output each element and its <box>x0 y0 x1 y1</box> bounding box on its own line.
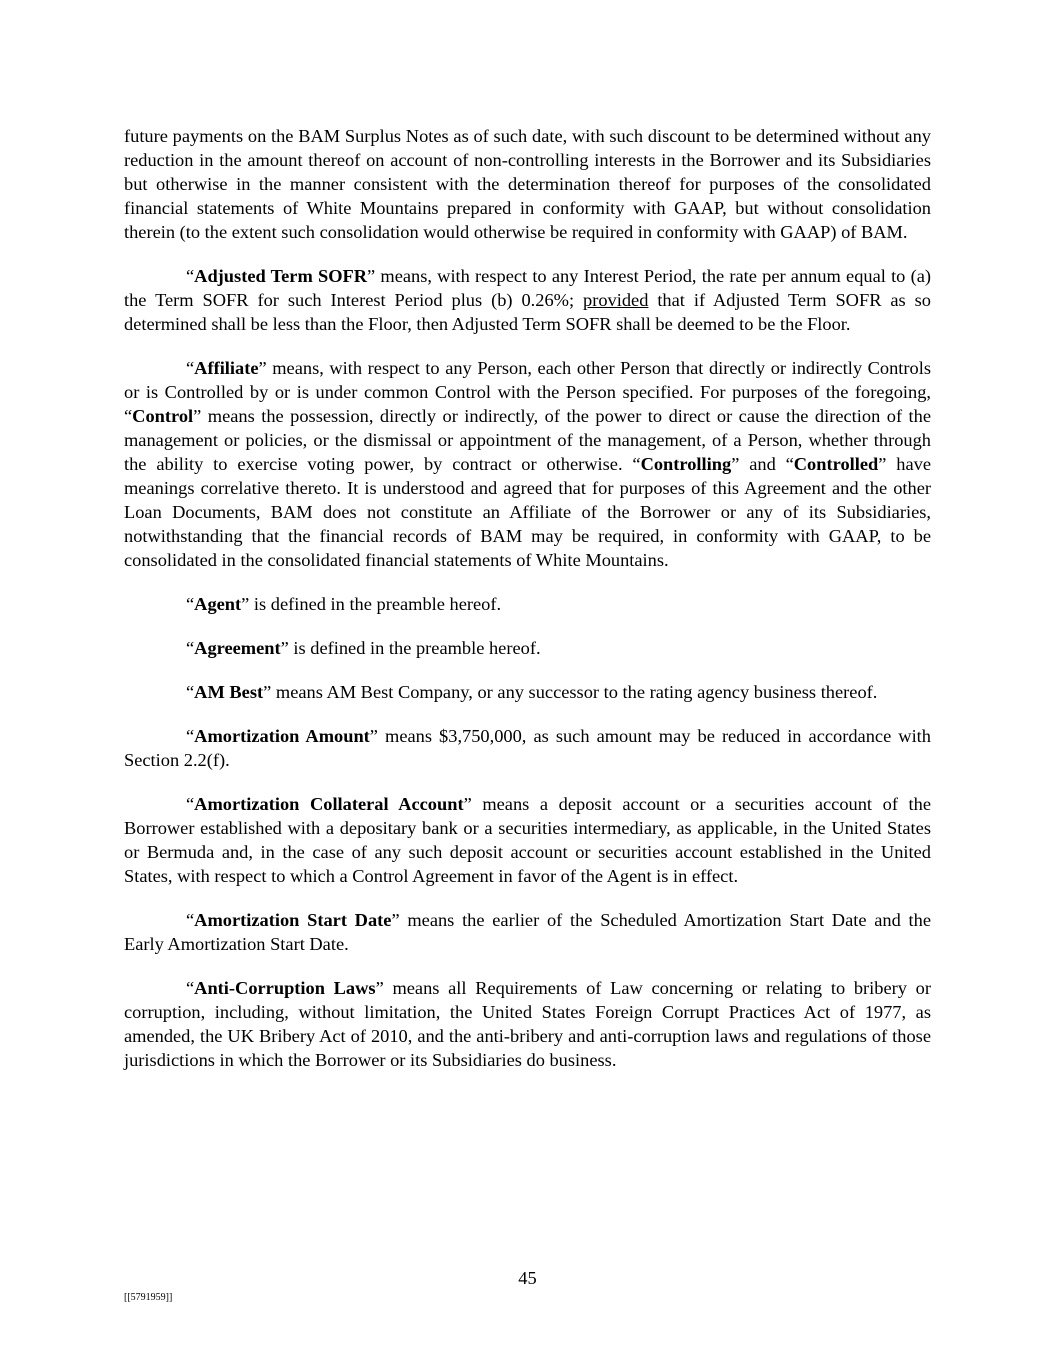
defined-term: Agreement <box>194 638 281 658</box>
paragraph-text: ” and “ <box>731 454 794 474</box>
definition-paragraph <box>124 976 931 1072</box>
underlined-text: provided <box>583 290 649 310</box>
defined-term: AM Best <box>194 682 264 702</box>
paragraph-text: ” have meanings correlative thereto. It is understood and agreed that for purposes of this Agreement and the other Loan Documents, BAM does not constitute an Affiliate of the Borrower or any of its Subsidiaries, notwithstanding that the financial records of BAM may be required, in conformity with GAAP, to be consolidated in the consolidated financial statements of White Mountains. <box>124 454 931 570</box>
paragraph-text: ” means AM Best Company, or any successor to the rating agency business thereof. <box>263 682 878 702</box>
definition-paragraph <box>124 636 931 660</box>
document-body <box>124 124 931 1092</box>
paragraph-text: ” means $3,750,000, as such amount may be reduced in accordance with Section 2.2(f). <box>124 726 931 770</box>
defined-term: Affiliate <box>194 358 259 378</box>
paragraph-text: future payments on the BAM Surplus Notes as of such date, with such discount to be determined without any reduction in the amount thereof on account of non-controlling interests in the Borrower and its Subsidiaries but otherwise in the manner consistent with the determination thereof for purposes of the consolidated financial statements of White Mountains prepared in conformity with GAAP, but without consolidation therein (to the extent such consolidation would otherwise be required in conformity with GAAP) of BAM. <box>124 126 931 242</box>
definition-paragraph <box>124 264 931 336</box>
paragraph-text: ” means all Requirements of Law concerning or relating to bribery or corruption, including, without limitation, the United States Foreign Corrupt Practices Act of 1977, as amended, the UK Bribery Act of 2010, and the anti-bribery and anti-corruption laws and regulations of those jurisdictions in which the Borrower or its Subsidiaries do business. <box>124 978 931 1070</box>
defined-term: Agent <box>194 594 242 614</box>
paragraph-text: “ <box>186 978 195 998</box>
defined-term: Amortization Start Date <box>194 910 392 930</box>
continued-paragraph <box>124 124 931 244</box>
definition-paragraph <box>124 724 931 772</box>
paragraph-text: “ <box>186 266 195 286</box>
defined-term: Adjusted Term SOFR <box>194 266 368 286</box>
definition-paragraph <box>124 908 931 956</box>
defined-term: Controlled <box>793 454 879 474</box>
page-number: 45 <box>518 1268 537 1288</box>
defined-term: Amortization Collateral Account <box>194 794 464 814</box>
paragraph-text: “ <box>186 910 195 930</box>
defined-term: Controlling <box>640 454 732 474</box>
paragraph-text: that if Adjusted Term SOFR as so determined shall be less than the Floor, then Adjusted Term SOFR shall be deemed to be the Floor. <box>124 290 931 334</box>
paragraph-text: ” is defined in the preamble hereof. <box>280 638 541 658</box>
paragraph-text: ” means, with respect to any Person, each other Person that directly or indirectly Controls or is Controlled by or is under common Control with the Person specified. For purposes of the foregoing, “ <box>124 358 931 426</box>
paragraph-text: “ <box>186 726 195 746</box>
paragraph-text: ” is defined in the preamble hereof. <box>241 594 502 614</box>
paragraph-text: ” means the possession, directly or indirectly, of the power to direct or cause the direction of the management or policies, or the dismissal or appointment of the management, of a Person, whether through the ability to exercise voting power, by contract or otherwise. “ <box>124 406 931 474</box>
paragraph-text: “ <box>186 638 195 658</box>
defined-term: Amortization Amount <box>194 726 370 746</box>
definition-paragraph <box>124 356 931 572</box>
paragraph-text: “ <box>186 358 195 378</box>
document-id: [[5791959]] <box>124 1292 173 1303</box>
definition-paragraph <box>124 680 931 704</box>
definition-paragraph <box>124 792 931 888</box>
paragraph-text: ” means a deposit account or a securities account of the Borrower established with a depositary bank or a securities intermediary, as applicable, in the United States or Bermuda and, in the case of any such deposit account or securities account established in the United States, with respect to which a Control Agreement in favor of the Agent is in effect. <box>124 794 931 886</box>
defined-term: Anti-Corruption Laws <box>194 978 376 998</box>
defined-term: Control <box>132 406 194 426</box>
paragraph-text: ” means the earlier of the Scheduled Amortization Start Date and the Early Amortization Start Date. <box>124 910 931 954</box>
paragraph-text: “ <box>186 794 195 814</box>
paragraph-text: “ <box>186 682 195 702</box>
paragraph-text: ” means, with respect to any Interest Period, the rate per annum equal to (a) the Term SOFR for such Interest Period plus (b) 0.26%; <box>124 266 931 310</box>
paragraph-text: “ <box>186 594 195 614</box>
definition-paragraph <box>124 592 931 616</box>
